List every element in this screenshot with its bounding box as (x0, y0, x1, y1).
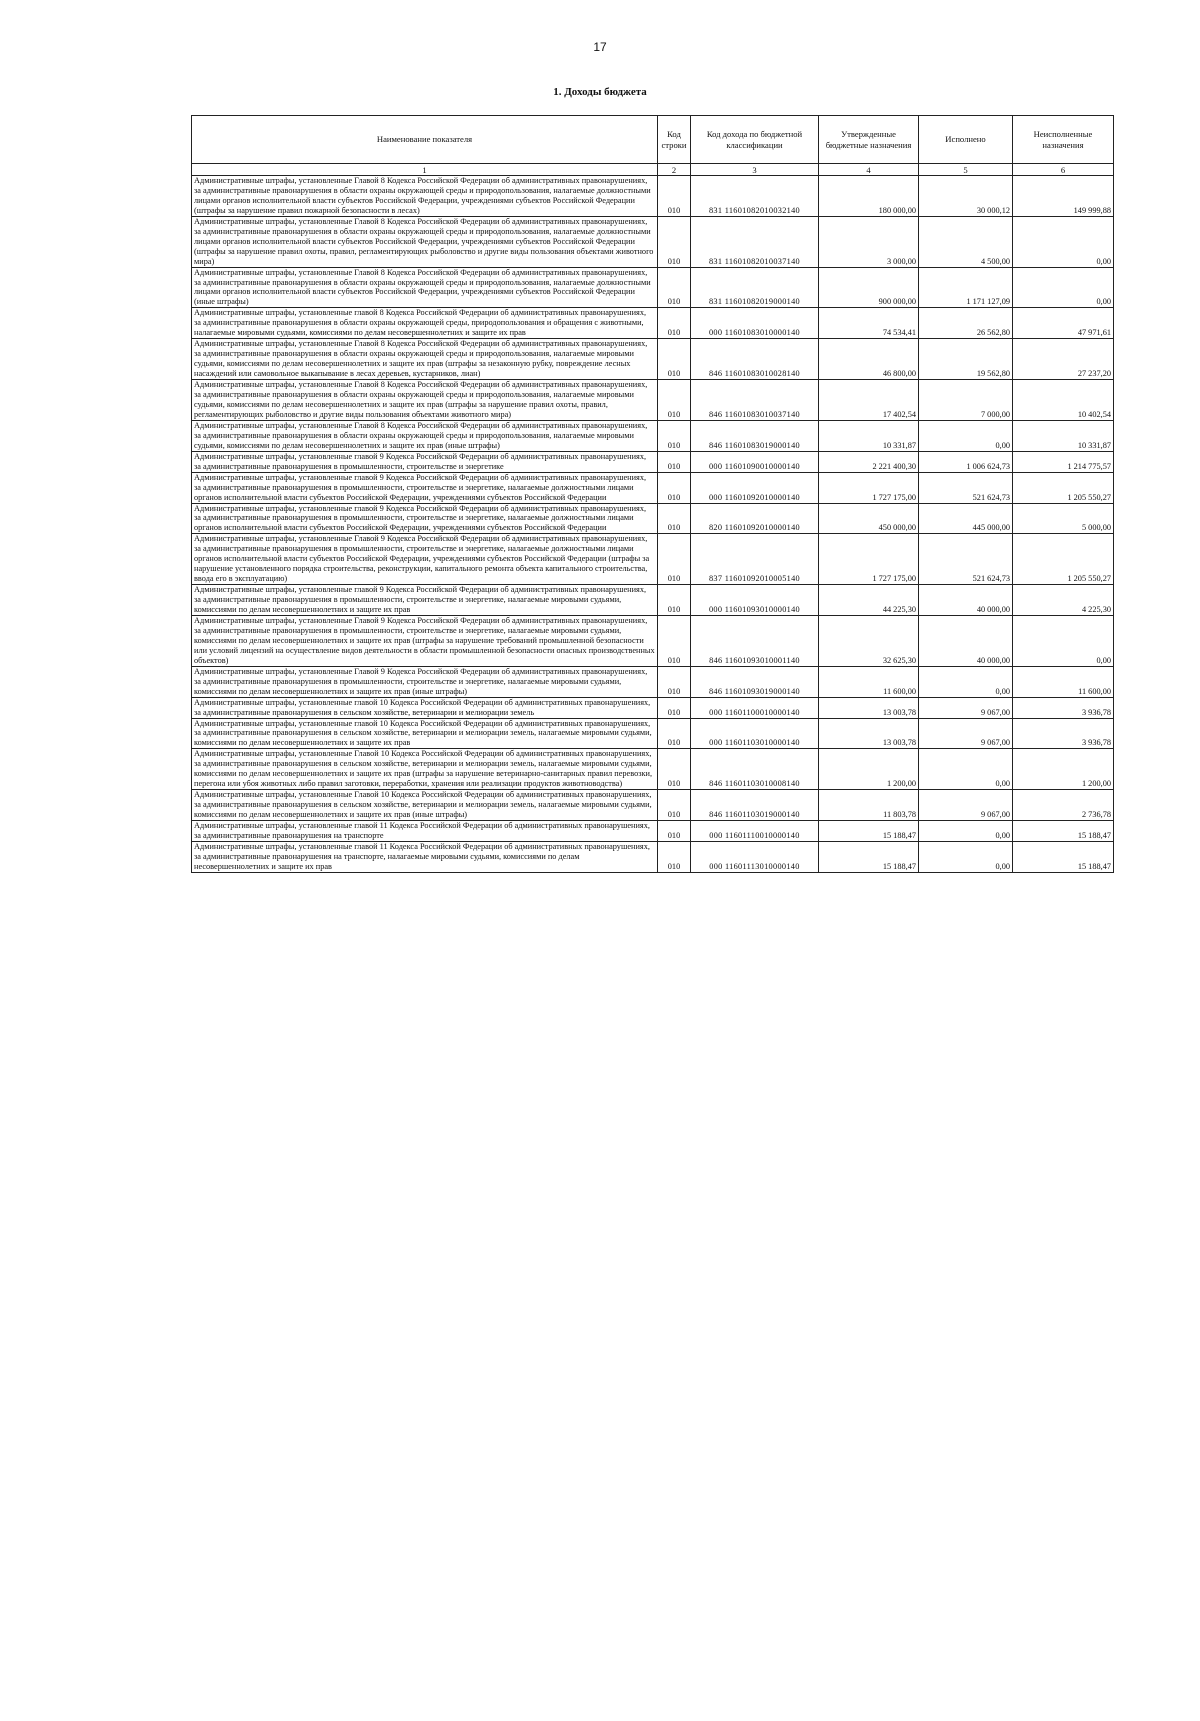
table-row (192, 534, 1114, 585)
column-header-name: Наименование показателя (192, 116, 658, 164)
unexecuted-amount: 1 205 550,27 (1013, 472, 1114, 503)
unexecuted-amount: 1 214 775,57 (1013, 451, 1114, 472)
row-code: 010 (658, 339, 691, 380)
unexecuted-amount: 10 331,87 (1013, 420, 1114, 451)
unexecuted-amount: 1 200,00 (1013, 749, 1114, 790)
classification-code: 846 11601083019000140 (691, 420, 819, 451)
approved-amount: 10 331,87 (819, 420, 919, 451)
table-row (192, 841, 1114, 872)
approved-amount: 11 600,00 (819, 666, 919, 697)
indicator-name: Административные штрафы, установленные Главой 9 Кодекса Российской Федерации об административных правонарушениях, за административные правонарушения в промышленности, строительстве и энергетике, налагаемые мировыми судьями, комиссиями по делам несовершеннолетних и защите их прав (иные штрафы) (192, 666, 658, 697)
column-header-class-code: Код дохода по бюджетной классификации (691, 116, 819, 164)
classification-code: 000 11601103010000140 (691, 718, 819, 749)
row-code: 010 (658, 790, 691, 821)
executed-amount: 445 000,00 (919, 503, 1013, 534)
indicator-name: Административные штрафы, установленные главой 10 Кодекса Российской Федерации об административных правонарушениях, за административные правонарушения в сельском хозяйстве, ветеринарии и мелиорации земель, налагаемые мировыми судьями, комиссиями по делам несовершеннолетних и защите их прав (192, 718, 658, 749)
classification-code: 000 11601090010000140 (691, 451, 819, 472)
indicator-name: Административные штрафы, установленные Главой 8 Кодекса Российской Федерации об административных правонарушениях, за административные правонарушения в области охраны окружающей среды и природопользования, налагаемые должностными лицами органов исполнительной власти субъектов Российской Федерации, учреждениями субъектов Российской Федерации (штрафы за нарушение правил пожарной безопасности в лесах) (192, 176, 658, 217)
classification-code: 846 11601093019000140 (691, 666, 819, 697)
table-row (192, 267, 1114, 308)
table-row (192, 821, 1114, 842)
indicator-name: Административные штрафы, установленные Главой 8 Кодекса Российской Федерации об административных правонарушениях, за административные правонарушения в области охраны окружающей среды и природопользования, налагаемые мировыми судьями, комиссиями по делам несовершеннолетних и защите их прав (иные штрафы) (192, 420, 658, 451)
row-code: 010 (658, 216, 691, 267)
approved-amount: 32 625,30 (819, 615, 919, 666)
table-row (192, 380, 1114, 421)
table-row (192, 697, 1114, 718)
approved-amount: 15 188,47 (819, 821, 919, 842)
approved-amount: 15 188,47 (819, 841, 919, 872)
approved-amount: 74 534,41 (819, 308, 919, 339)
executed-amount: 0,00 (919, 821, 1013, 842)
unexecuted-amount: 47 971,61 (1013, 308, 1114, 339)
indicator-name: Административные штрафы, установленные главой 10 Кодекса Российской Федерации об административных правонарушениях, за административные правонарушения в сельском хозяйстве, ветеринарии и мелиорации земель (192, 697, 658, 718)
column-number: 2 (658, 164, 691, 176)
approved-amount: 1 727 175,00 (819, 472, 919, 503)
unexecuted-amount: 4 225,30 (1013, 585, 1114, 616)
table-row (192, 666, 1114, 697)
indicator-name: Административные штрафы, установленные Главой 10 Кодекса Российской Федерации об административных правонарушениях, за административные правонарушения в сельском хозяйстве, ветеринарии и мелиорации земель, налагаемые мировыми судьями, комиссиями по делам несовершеннолетних и защите их прав (иные штрафы) (192, 790, 658, 821)
row-code: 010 (658, 697, 691, 718)
indicator-name: Административные штрафы, установленные Главой 9 Кодекса Российской Федерации об административных правонарушениях, за административные правонарушения в промышленности, строительстве и энергетике, налагаемые мировыми судьями, комиссиями по делам несовершеннолетних и защите их прав (штрафы за нарушение требований промышленной безопасности или условий лицензий на осуществление видов деятельности в области промышленной безопасности опасных производственных объектов) (192, 615, 658, 666)
table-row (192, 790, 1114, 821)
budget-revenue-table (191, 115, 1114, 873)
table-row (192, 718, 1114, 749)
approved-amount: 13 003,78 (819, 697, 919, 718)
column-number: 4 (819, 164, 919, 176)
table-row (192, 585, 1114, 616)
classification-code: 831 11601082010032140 (691, 176, 819, 217)
indicator-name: Административные штрафы, установленные главой 9 Кодекса Российской Федерации об административных правонарушениях, за административные правонарушения в промышленности, строительстве и энергетике, налагаемые мировыми судьями, комиссиями по делам несовершеннолетних и защите их прав (192, 585, 658, 616)
indicator-name: Административные штрафы, установленные Главой 8 Кодекса Российской Федерации об административных правонарушениях, за административные правонарушения в области охраны окружающей среды и природопользования, налагаемые мировыми судьями, комиссиями по делам несовершеннолетних и защите их прав (штрафы за незаконную рубку, повреждение лесных насаждений или самовольное выкапывание в лесах деревьев, кустарников, лиан) (192, 339, 658, 380)
row-code: 010 (658, 585, 691, 616)
classification-code: 831 11601082010037140 (691, 216, 819, 267)
classification-code: 846 11601083010028140 (691, 339, 819, 380)
row-code: 010 (658, 472, 691, 503)
column-header-approved: Утвержденные бюджетные назначения (819, 116, 919, 164)
classification-code: 846 11601083010037140 (691, 380, 819, 421)
approved-amount: 900 000,00 (819, 267, 919, 308)
classification-code: 846 11601103010008140 (691, 749, 819, 790)
unexecuted-amount: 0,00 (1013, 267, 1114, 308)
unexecuted-amount: 3 936,78 (1013, 718, 1114, 749)
table-row (192, 451, 1114, 472)
indicator-name: Административные штрафы, установленные главой 11 Кодекса Российской Федерации об административных правонарушениях, за административные правонарушения на транспорте (192, 821, 658, 842)
unexecuted-amount: 3 936,78 (1013, 697, 1114, 718)
unexecuted-amount: 27 237,20 (1013, 339, 1114, 380)
classification-code: 837 11601092010005140 (691, 534, 819, 585)
classification-code: 831 11601082019000140 (691, 267, 819, 308)
executed-amount: 9 067,00 (919, 718, 1013, 749)
indicator-name: Административные штрафы, установленные Главой 9 Кодекса Российской Федерации об административных правонарушениях, за административные правонарушения в промышленности, строительстве и энергетике, налагаемые должностными лицами органов исполнительной власти субъектов Российской Федерации, учреждениями субъектов Российской Федерации (штрафы за нарушение установленного порядка строительства, реконструкции, капитального ремонта объекта капитального строительства, ввода его в эксплуатацию) (192, 534, 658, 585)
page-title: 1. Доходы бюджета (553, 86, 647, 98)
indicator-name: Административные штрафы, установленные главой 9 Кодекса Российской Федерации об административных правонарушениях, за административные правонарушения в промышленности, строительстве и энергетике, налагаемые должностными лицами органов исполнительной власти субъектов Российской Федерации, учреждениями субъектов Российской Федерации (192, 503, 658, 534)
classification-code: 846 11601103019000140 (691, 790, 819, 821)
approved-amount: 11 803,78 (819, 790, 919, 821)
table-row (192, 339, 1114, 380)
approved-amount: 17 402,54 (819, 380, 919, 421)
row-code: 010 (658, 615, 691, 666)
page-number: 17 (593, 40, 607, 54)
executed-amount: 1 006 624,73 (919, 451, 1013, 472)
indicator-name: Административные штрафы, установленные Главой 8 Кодекса Российской Федерации об административных правонарушениях, за административные правонарушения в области охраны окружающей среды и природопользования, налагаемые мировыми судьями, комиссиями по делам несовершеннолетних и защите их прав (штрафы за нарушение правил охоты, правил, регламентирующих рыболовство и другие виды пользования объектами животного мира) (192, 380, 658, 421)
column-header-executed: Исполнено (919, 116, 1013, 164)
indicator-name: Административные штрафы, установленные Главой 8 Кодекса Российской Федерации об административных правонарушениях, за административные правонарушения в области охраны окружающей среды и природопользования, налагаемые должностными лицами органов исполнительной власти субъектов Российской Федерации, учреждениями субъектов Российской Федерации (штрафы за нарушение правил охоты, правил, регламентирующих рыболовство и другие виды пользования объектами животного мира) (192, 216, 658, 267)
executed-amount: 4 500,00 (919, 216, 1013, 267)
column-number: 5 (919, 164, 1013, 176)
executed-amount: 9 067,00 (919, 790, 1013, 821)
row-code: 010 (658, 267, 691, 308)
executed-amount: 521 624,73 (919, 472, 1013, 503)
table-row (192, 472, 1114, 503)
row-code: 010 (658, 718, 691, 749)
column-number: 3 (691, 164, 819, 176)
classification-code: 846 11601093010001140 (691, 615, 819, 666)
unexecuted-amount: 10 402,54 (1013, 380, 1114, 421)
executed-amount: 30 000,12 (919, 176, 1013, 217)
table-row (192, 176, 1114, 217)
indicator-name: Административные штрафы, установленные Главой 8 Кодекса Российской Федерации об административных правонарушениях, за административные правонарушения в области охраны окружающей среды и природопользования, налагаемые должностными лицами органов исполнительной власти субъектов Российской Федерации, учреждениями субъектов Российской Федерации (иные штрафы) (192, 267, 658, 308)
column-header-row-code: Код строки (658, 116, 691, 164)
indicator-name: Административные штрафы, установленные главой 9 Кодекса Российской Федерации об административных правонарушениях, за административные правонарушения в промышленности, строительстве и энергетике, налагаемые должностными лицами органов исполнительной власти субъектов Российской Федерации, учреждениями субъектов Российской Федерации (192, 472, 658, 503)
unexecuted-amount: 15 188,47 (1013, 821, 1114, 842)
row-code: 010 (658, 666, 691, 697)
unexecuted-amount: 0,00 (1013, 216, 1114, 267)
approved-amount: 13 003,78 (819, 718, 919, 749)
classification-code: 000 11601083010000140 (691, 308, 819, 339)
unexecuted-amount: 5 000,00 (1013, 503, 1114, 534)
classification-code: 820 11601092010000140 (691, 503, 819, 534)
executed-amount: 9 067,00 (919, 697, 1013, 718)
approved-amount: 1 200,00 (819, 749, 919, 790)
executed-amount: 1 171 127,09 (919, 267, 1013, 308)
executed-amount: 19 562,80 (919, 339, 1013, 380)
indicator-name: Административные штрафы, установленные главой 8 Кодекса Российской Федерации об административных правонарушениях, за административные правонарушения в области охраны окружающей среды, природопользования и обращения с животными, налагаемые мировыми судьями, комиссиями по делам несовершеннолетних и защите их прав (192, 308, 658, 339)
row-code: 010 (658, 503, 691, 534)
table-row (192, 615, 1114, 666)
indicator-name: Административные штрафы, установленные Главой 10 Кодекса Российской Федерации об административных правонарушениях, за административные правонарушения в сельском хозяйстве, ветеринарии и мелиорации земель, налагаемые мировыми судьями, комиссиями по делам несовершеннолетних и защите их прав (штрафы за нарушение ветеринарно-санитарных правил перевозки, перегона или убоя животных либо правил заготовки, переработки, хранения или реализации продуктов животноводства) (192, 749, 658, 790)
row-code: 010 (658, 749, 691, 790)
row-code: 010 (658, 451, 691, 472)
approved-amount: 2 221 400,30 (819, 451, 919, 472)
unexecuted-amount: 11 600,00 (1013, 666, 1114, 697)
row-code: 010 (658, 308, 691, 339)
column-number: 6 (1013, 164, 1114, 176)
executed-amount: 0,00 (919, 420, 1013, 451)
table-header-row (192, 116, 1114, 164)
approved-amount: 180 000,00 (819, 176, 919, 217)
classification-code: 000 11601100010000140 (691, 697, 819, 718)
executed-amount: 521 624,73 (919, 534, 1013, 585)
indicator-name: Административные штрафы, установленные главой 9 Кодекса Российской Федерации об административных правонарушениях, за административные правонарушения в промышленности, строительстве и энергетике (192, 451, 658, 472)
executed-amount: 7 000,00 (919, 380, 1013, 421)
unexecuted-amount: 1 205 550,27 (1013, 534, 1114, 585)
approved-amount: 1 727 175,00 (819, 534, 919, 585)
approved-amount: 44 225,30 (819, 585, 919, 616)
table-row (192, 749, 1114, 790)
classification-code: 000 11601093010000140 (691, 585, 819, 616)
column-header-unexecuted: Неисполненные назначения (1013, 116, 1114, 164)
indicator-name: Административные штрафы, установленные главой 11 Кодекса Российской Федерации об административных правонарушениях, за административные правонарушения на транспорте, налагаемые мировыми судьями, комиссиями по делам несовершеннолетних и защите их прав (192, 841, 658, 872)
unexecuted-amount: 149 999,88 (1013, 176, 1114, 217)
classification-code: 000 11601110010000140 (691, 821, 819, 842)
column-number: 1 (192, 164, 658, 176)
row-code: 010 (658, 841, 691, 872)
row-code: 010 (658, 380, 691, 421)
row-code: 010 (658, 821, 691, 842)
row-code: 010 (658, 176, 691, 217)
unexecuted-amount: 0,00 (1013, 615, 1114, 666)
unexecuted-amount: 15 188,47 (1013, 841, 1114, 872)
executed-amount: 0,00 (919, 841, 1013, 872)
approved-amount: 3 000,00 (819, 216, 919, 267)
executed-amount: 26 562,80 (919, 308, 1013, 339)
executed-amount: 40 000,00 (919, 615, 1013, 666)
approved-amount: 450 000,00 (819, 503, 919, 534)
classification-code: 000 11601092010000140 (691, 472, 819, 503)
classification-code: 000 11601113010000140 (691, 841, 819, 872)
approved-amount: 46 800,00 (819, 339, 919, 380)
row-code: 010 (658, 420, 691, 451)
table-row (192, 216, 1114, 267)
executed-amount: 0,00 (919, 666, 1013, 697)
table-row (192, 420, 1114, 451)
table-row (192, 308, 1114, 339)
row-code: 010 (658, 534, 691, 585)
column-number-row (192, 164, 1114, 176)
table-row (192, 503, 1114, 534)
unexecuted-amount: 2 736,78 (1013, 790, 1114, 821)
executed-amount: 0,00 (919, 749, 1013, 790)
executed-amount: 40 000,00 (919, 585, 1013, 616)
